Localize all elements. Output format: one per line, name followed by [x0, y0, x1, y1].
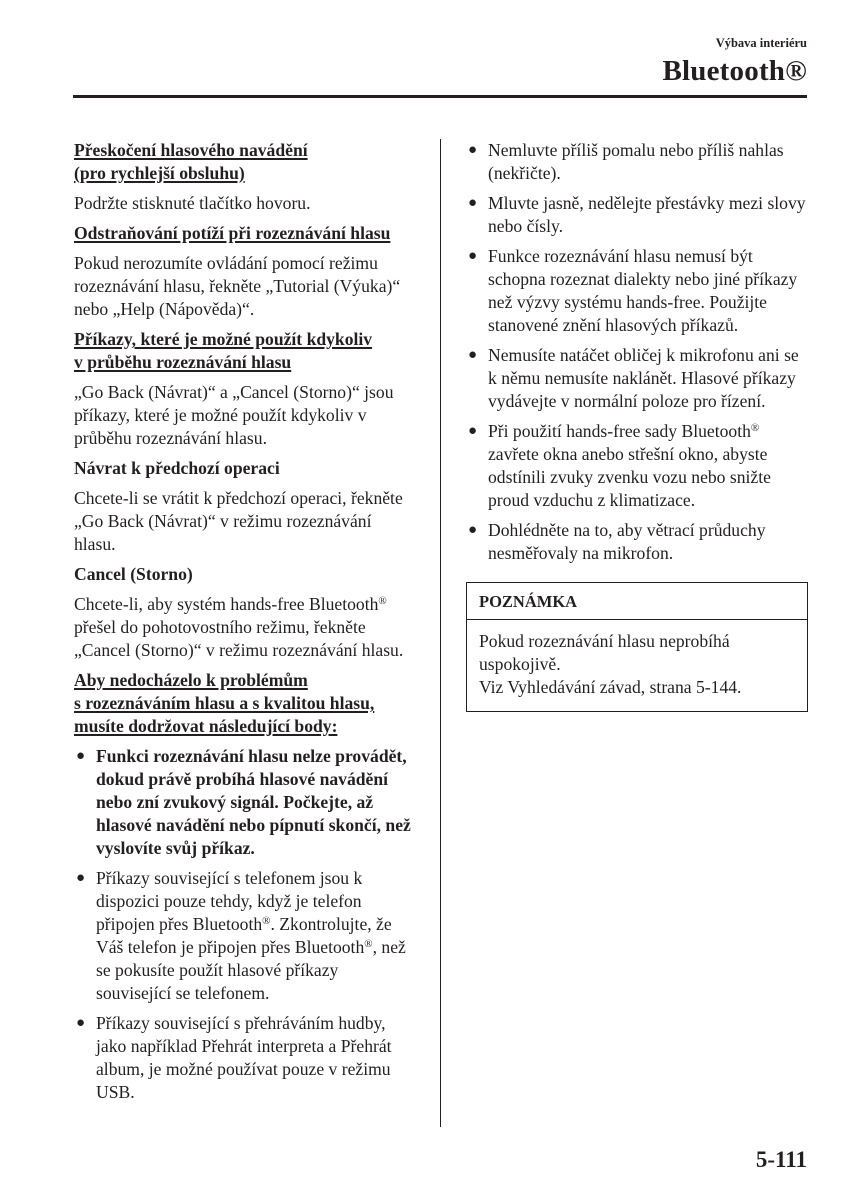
note-box: [466, 582, 808, 712]
list-item: ● Funkci rozeznávání hlasu nelze provádět, dokud právě probíhá hlasové navádění nebo zní zvukový signál. Počkejte, až hlasové navádění nebo pípnutí skončí, než vyslovíte svůj příkaz.: [76, 746, 411, 858]
paragraph: Pokud nerozumíte ovládání pomocí režimu rozeznávání hlasu, řekněte „Tutorial (Výuka)“ nebo „Help (Nápověda)“.: [74, 253, 401, 319]
heading-line: s rozeznáváním hlasu a s kvalitou hlasu,: [74, 693, 375, 713]
registered-mark: ®: [378, 595, 387, 607]
bullet-list: [74, 745, 416, 1104]
heading-line: (pro rychlejší obsluhu): [74, 163, 245, 183]
list-item: ● Funkce rozeznávání hlasu nemusí být schopna rozeznat dialekty nebo jiné příkazy než výzvy systému hands-free. Použijte stanovené znění hlasových příkazů.: [468, 246, 798, 335]
paragraph: Podržte stisknuté tlačítko hovoru.: [74, 193, 311, 213]
heading-line: v průběhu rozeznávání hlasu: [74, 352, 292, 372]
heading-line: Přeskočení hlasového navádění: [74, 140, 308, 160]
left-column: [74, 139, 416, 1111]
bullet-list: [466, 139, 808, 565]
column-divider: [440, 139, 441, 1127]
heading-skip-guidance: [74, 139, 416, 185]
right-column: [466, 139, 808, 712]
note-body: [467, 620, 807, 711]
bullet-icon: ●: [76, 748, 86, 764]
paragraph: Chcete-li se vrátit k předchozí operaci, řekněte „Go Back (Návrat)“ v režimu rozeznávání hlasu.: [74, 488, 403, 554]
heading-cancel: Cancel (Storno): [74, 564, 193, 584]
section-label: Výbava interiéru: [715, 36, 807, 50]
bullet-icon: ●: [468, 248, 478, 264]
paragraph: „Go Back (Návrat)“ a „Cancel (Storno)“ jsou příkazy, které je možné použít kdykoliv v průběhu rozeznávání hlasu.: [74, 382, 394, 448]
paragraph: Chcete-li, aby systém hands-free Bluetooth® přešel do pohotovostního režimu, řekněte „Cancel (Storno)“ v režimu rozeznávání hlasu.: [74, 594, 404, 660]
heading-anytime-commands: [74, 328, 416, 374]
bullet-icon: ●: [468, 423, 478, 439]
registered-mark: ®: [750, 422, 760, 434]
heading-line: musíte dodržovat následující body:: [74, 716, 338, 736]
bullet-icon: ●: [468, 195, 478, 211]
registered-mark: ®: [364, 938, 373, 950]
page-title: Bluetooth®: [662, 55, 807, 87]
registered-mark: ®: [262, 915, 271, 927]
bullet-icon: ●: [76, 1015, 86, 1031]
heading-avoid-problems: [74, 669, 416, 738]
note-title: POZNÁMKA: [467, 583, 807, 620]
note-text: Viz Vyhledávání závad, strana 5-144.: [479, 677, 742, 697]
list-item: ● Nemluvte příliš pomalu nebo příliš nahlas (nekřičte).: [468, 140, 784, 183]
heading-line: Příkazy, které je možné použít kdykoliv: [74, 329, 373, 349]
list-item: ● Při použití hands-free sady Bluetooth® zavřete okna anebo střešní okno, abyste odstínili zvuky zvenku vozu nebo snižte proud vzduchu z klimatizace.: [468, 421, 771, 510]
list-item: ● Příkazy související s přehráváním hudby, jako například Přehrát interpreta a Přehrát album, je možné používat pouze v režimu USB.: [76, 1013, 392, 1102]
heading-go-back: Návrat k předchozí operaci: [74, 458, 280, 478]
bullet-icon: ●: [468, 142, 478, 158]
page-number: 5-111: [755, 1147, 807, 1172]
note-text: Pokud rozeznávání hlasu neprobíhá uspokojivě.: [479, 631, 730, 674]
bullet-icon: ●: [468, 347, 478, 363]
bullet-icon: ●: [76, 870, 86, 886]
list-item: ● Nemusíte natáčet obličej k mikrofonu ani se k němu nemusíte naklánět. Hlasové příkazy vydávejte v normální poloze pro řízení.: [468, 345, 799, 411]
bullet-icon: ●: [468, 522, 478, 538]
heading-line: Aby nedocházelo k problémům: [74, 670, 308, 690]
heading-troubleshooting: [74, 222, 416, 245]
heading-line: Odstraňování potíží při rozeznávání hlasu: [74, 223, 391, 243]
header-rule: [73, 95, 807, 98]
list-item: ● Příkazy související s telefonem jsou k dispozici pouze tehdy, když je telefon připojen přes Bluetooth®. Zkontrolujte, že Váš telefon je připojen přes Bluetooth®, než se pokusíte použít hlasové příkazy související se telefonem.: [76, 868, 406, 1003]
list-item: ● Mluvte jasně, nedělejte přestávky mezi slovy nebo čísly.: [468, 193, 806, 236]
list-item: ● Dohlédněte na to, aby větrací průduchy nesměřovaly na mikrofon.: [468, 520, 766, 563]
